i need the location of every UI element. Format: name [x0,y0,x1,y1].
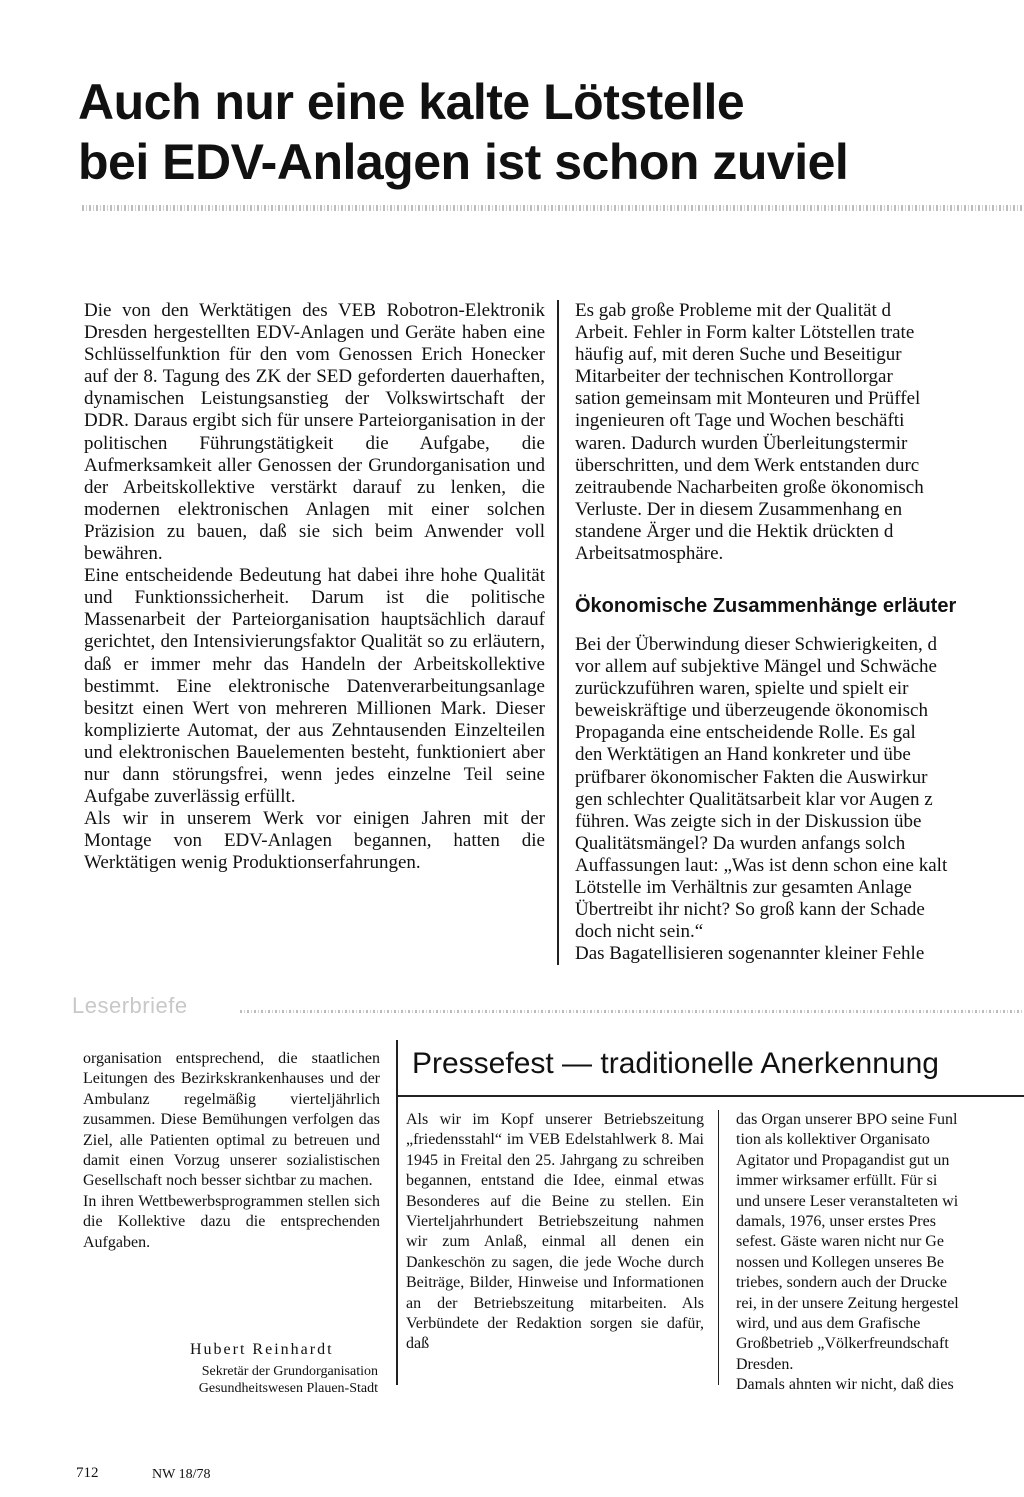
column-divider [718,1110,719,1385]
text-line: sefest. Gäste waren nicht nur Ge [736,1233,944,1251]
paragraph: Als wir im Kopf unserer Betriebszeitung „friedensstahl“ im VEB Edelstahlwerk 8. Mai 1945 in Freital den 25. Jahrgang zu schreiben begannen, entstand die Idee, einmal etwas Besonderes auf die Beine zu stellen. Ein Vierteljahrhundert Betriebszeitung nahmen wir zum Anlaß, einmal all denen ein Dankeschön zu sagen, die jede Woche durch Beiträge, Bilder, Hinweise und Informationen an der Betriebszeitung mitarbeiten. Als Verbündete der Redaktion sorgen sie dafür, daß [406,1111,704,1353]
headline-rule [82,205,1022,211]
text-line: ingenieuren oft Tage und Wochen beschäfti [575,410,905,432]
paragraph: Als wir in unserem Werk vor einigen Jahren mit der Montage von EDV-Anlagen begannen, hatten die Werktätigen wenig Produktionserfahrungen. [84,808,545,874]
text-line: Mitarbeiter der technischen Kontrollorgar [575,366,893,388]
section-label: Leserbriefe [72,993,188,1018]
text-line: häufig auf, mit deren Suche und Beseitigur [575,344,902,366]
text-line: führen. Was zeigte sich in der Diskussion übe [575,810,922,832]
text-line: Das Bagatellisieren sogenannter kleiner Fehle [575,943,925,965]
signature-role [138,1363,378,1397]
text-line: Propaganda eine entscheidende Rolle. Es gal [575,722,916,744]
pressefest-column-2 [736,1110,1024,1396]
text-line: rei, in der unsere Zeitung hergestel [736,1294,959,1312]
text-line: Verluste. Der in diesem Zusammenhang en [575,498,903,520]
pressefest-column-1 [406,1110,704,1355]
text-line: Damals ahnten wir nicht, daß dies [736,1376,954,1394]
text-line: zurückzuführen waren, spielte und spielt eir [575,678,909,700]
column-divider [557,300,559,965]
article-column-2-bottom [575,634,1024,965]
text-line: den Werktätigen an Hand konkreter und übe [575,744,911,766]
text-line: prüfbarer ökonomischer Fakten die Auswirkur [575,766,928,788]
headline [78,72,1024,192]
text-line: und unsere Leser veranstalteten wi [736,1192,959,1210]
text-line: Es gab große Probleme mit der Qualität d [575,300,892,321]
paragraph: Die von den Werktätigen des VEB Robotron-Elektronik Dresden hergestellten EDV-Anlagen und Geräte haben eine Schlüsselfunktion für den vom Genossen Erich Honecker auf der 8. Tagung des ZK der SED geforderten dauerhaften, dynamischen Leistungsanstieg der Volkswirtschaft der DDR. Daraus ergibt sich für unsere Parteiorganisation in der politischen Führungstätigkeit die Aufgabe, die Aufmerksamkeit aller Genossen der Grundorganisation und der Arbeitskollektive verstärkt darauf zu lenken, die modernen elektronischen Anlagen mit einer solchen Präzision zu bauen, daß sie sich beim Anwender voll bewähren. [84,300,545,565]
text-line: vor allem auf subjektive Mängel und Schwäche [575,656,937,678]
signature-role-line: Sekretär der Grundorganisation [201,1364,378,1379]
subheading: Ökonomische Zusammenhänge erläuter [575,595,957,617]
text-line: immer wirksamer erfüllt. Für si [736,1172,938,1190]
text-line: sation gemeinsam mit Monteuren und Prüffel [575,388,921,410]
section-divider [396,1040,398,1385]
text-line: nossen und Kollegen unseres Be [736,1253,944,1271]
pressefest-title: Pressefest — traditionelle Anerkennung [412,1047,939,1080]
text-line: Dresden. [736,1355,794,1373]
text-line: Agitator und Propagandist gut un [736,1151,950,1169]
text-line: wird, und aus dem Grafische [736,1315,921,1333]
text-line: zeitraubende Nacharbeiten große ökonomisch [575,476,924,498]
letter-column [83,1049,380,1253]
text-line: standene Ärger und die Hektik drückten d [575,520,894,542]
text-line: überschritten, und dem Werk entstanden durc [575,454,920,476]
issue-label: NW 18/78 [152,1467,211,1482]
text-line: das Organ unserer BPO seine Funl [736,1111,958,1128]
paragraph: In ihren Wettbewerbsprogrammen stellen sich die Kollektive dazu die entsprechenden Aufgaben. [83,1192,380,1251]
signature-role-line: Gesundheitswesen Plauen-Stadt [198,1381,378,1396]
paragraph: organisation entsprechend, die staatlichen Leitungen des Bezirkskrankenhauses und der Ambulanz regelmäßig vierteljährlich zusammen. Diese Bemühungen verfolgen das Ziel, alle Patienten optimal zu betreuen und damit einen Vorzug unserer sozialistischen Gesellschaft noch besser sichtbar zu machen. [83,1050,380,1190]
title-rule [396,1095,1024,1097]
text-line: tion als kollektiver Organisato [736,1131,930,1149]
text-line: Qualitätsmängel? Da wurden anfangs solch [575,832,906,854]
text-line: Auffassungen laut: „Was ist denn schon eine kalt [575,854,948,876]
signature-name: Hubert Reinhardt [190,1341,334,1358]
text-line: Lötstelle im Verhältnis zur gesamten Anlage [575,877,912,899]
headline-line-2: bei EDV-Anlagen ist schon zuviel [78,134,849,190]
page-number: 712 [76,1465,99,1481]
text-line: Arbeitsatmosphäre. [575,543,724,565]
text-line: gen schlechter Qualitätsarbeit klar vor Augen z [575,788,933,810]
text-line: Bei der Überwindung dieser Schwierigkeiten, d [575,634,937,655]
section-rule [240,1010,1024,1013]
paragraph: Eine entscheidende Bedeutung hat dabei ihre hohe Qualität und Funktionssicherheit. Darum ist die politische Massenarbeit der Parteiorganisation hauptsächlich darauf gerichtet, den Intensivierungsfaktor Qualität so zu erläutern, daß er immer mehr das Handeln der Arbeitskollektive bestimmt. Eine elektronische Datenverarbeitungsanlage besitzt einen Wert von mehreren Millionen Mark. Dieser komplizierte Automat, der aus Zehntausenden Einzelteilen und elektronischen Bauelementen besteht, funktioniert aber nur dann störungsfrei, wenn jedes einzelne Teil seine Aufgabe zuverlässig erfüllt. [84,565,545,808]
text-line: beweiskräftige und überzeugende ökonomisch [575,700,928,722]
article-column-2-top [575,300,1024,565]
text-line: Arbeit. Fehler in Form kalter Lötstellen trate [575,322,915,344]
text-line: triebes, sondern auch der Drucke [736,1274,948,1292]
text-line: Übertreibt ihr nicht? So groß kann der Schade [575,899,925,921]
text-line: Großbetrieb „Völkerfreundschaft [736,1335,949,1353]
article-column-1 [84,300,545,874]
text-line: doch nicht sein.“ [575,921,704,943]
text-line: damals, 1976, unser erstes Pres [736,1213,936,1231]
text-line: waren. Dadurch wurden Überleitungstermir [575,432,908,454]
headline-line-1: Auch nur eine kalte Lötstelle [78,74,745,130]
